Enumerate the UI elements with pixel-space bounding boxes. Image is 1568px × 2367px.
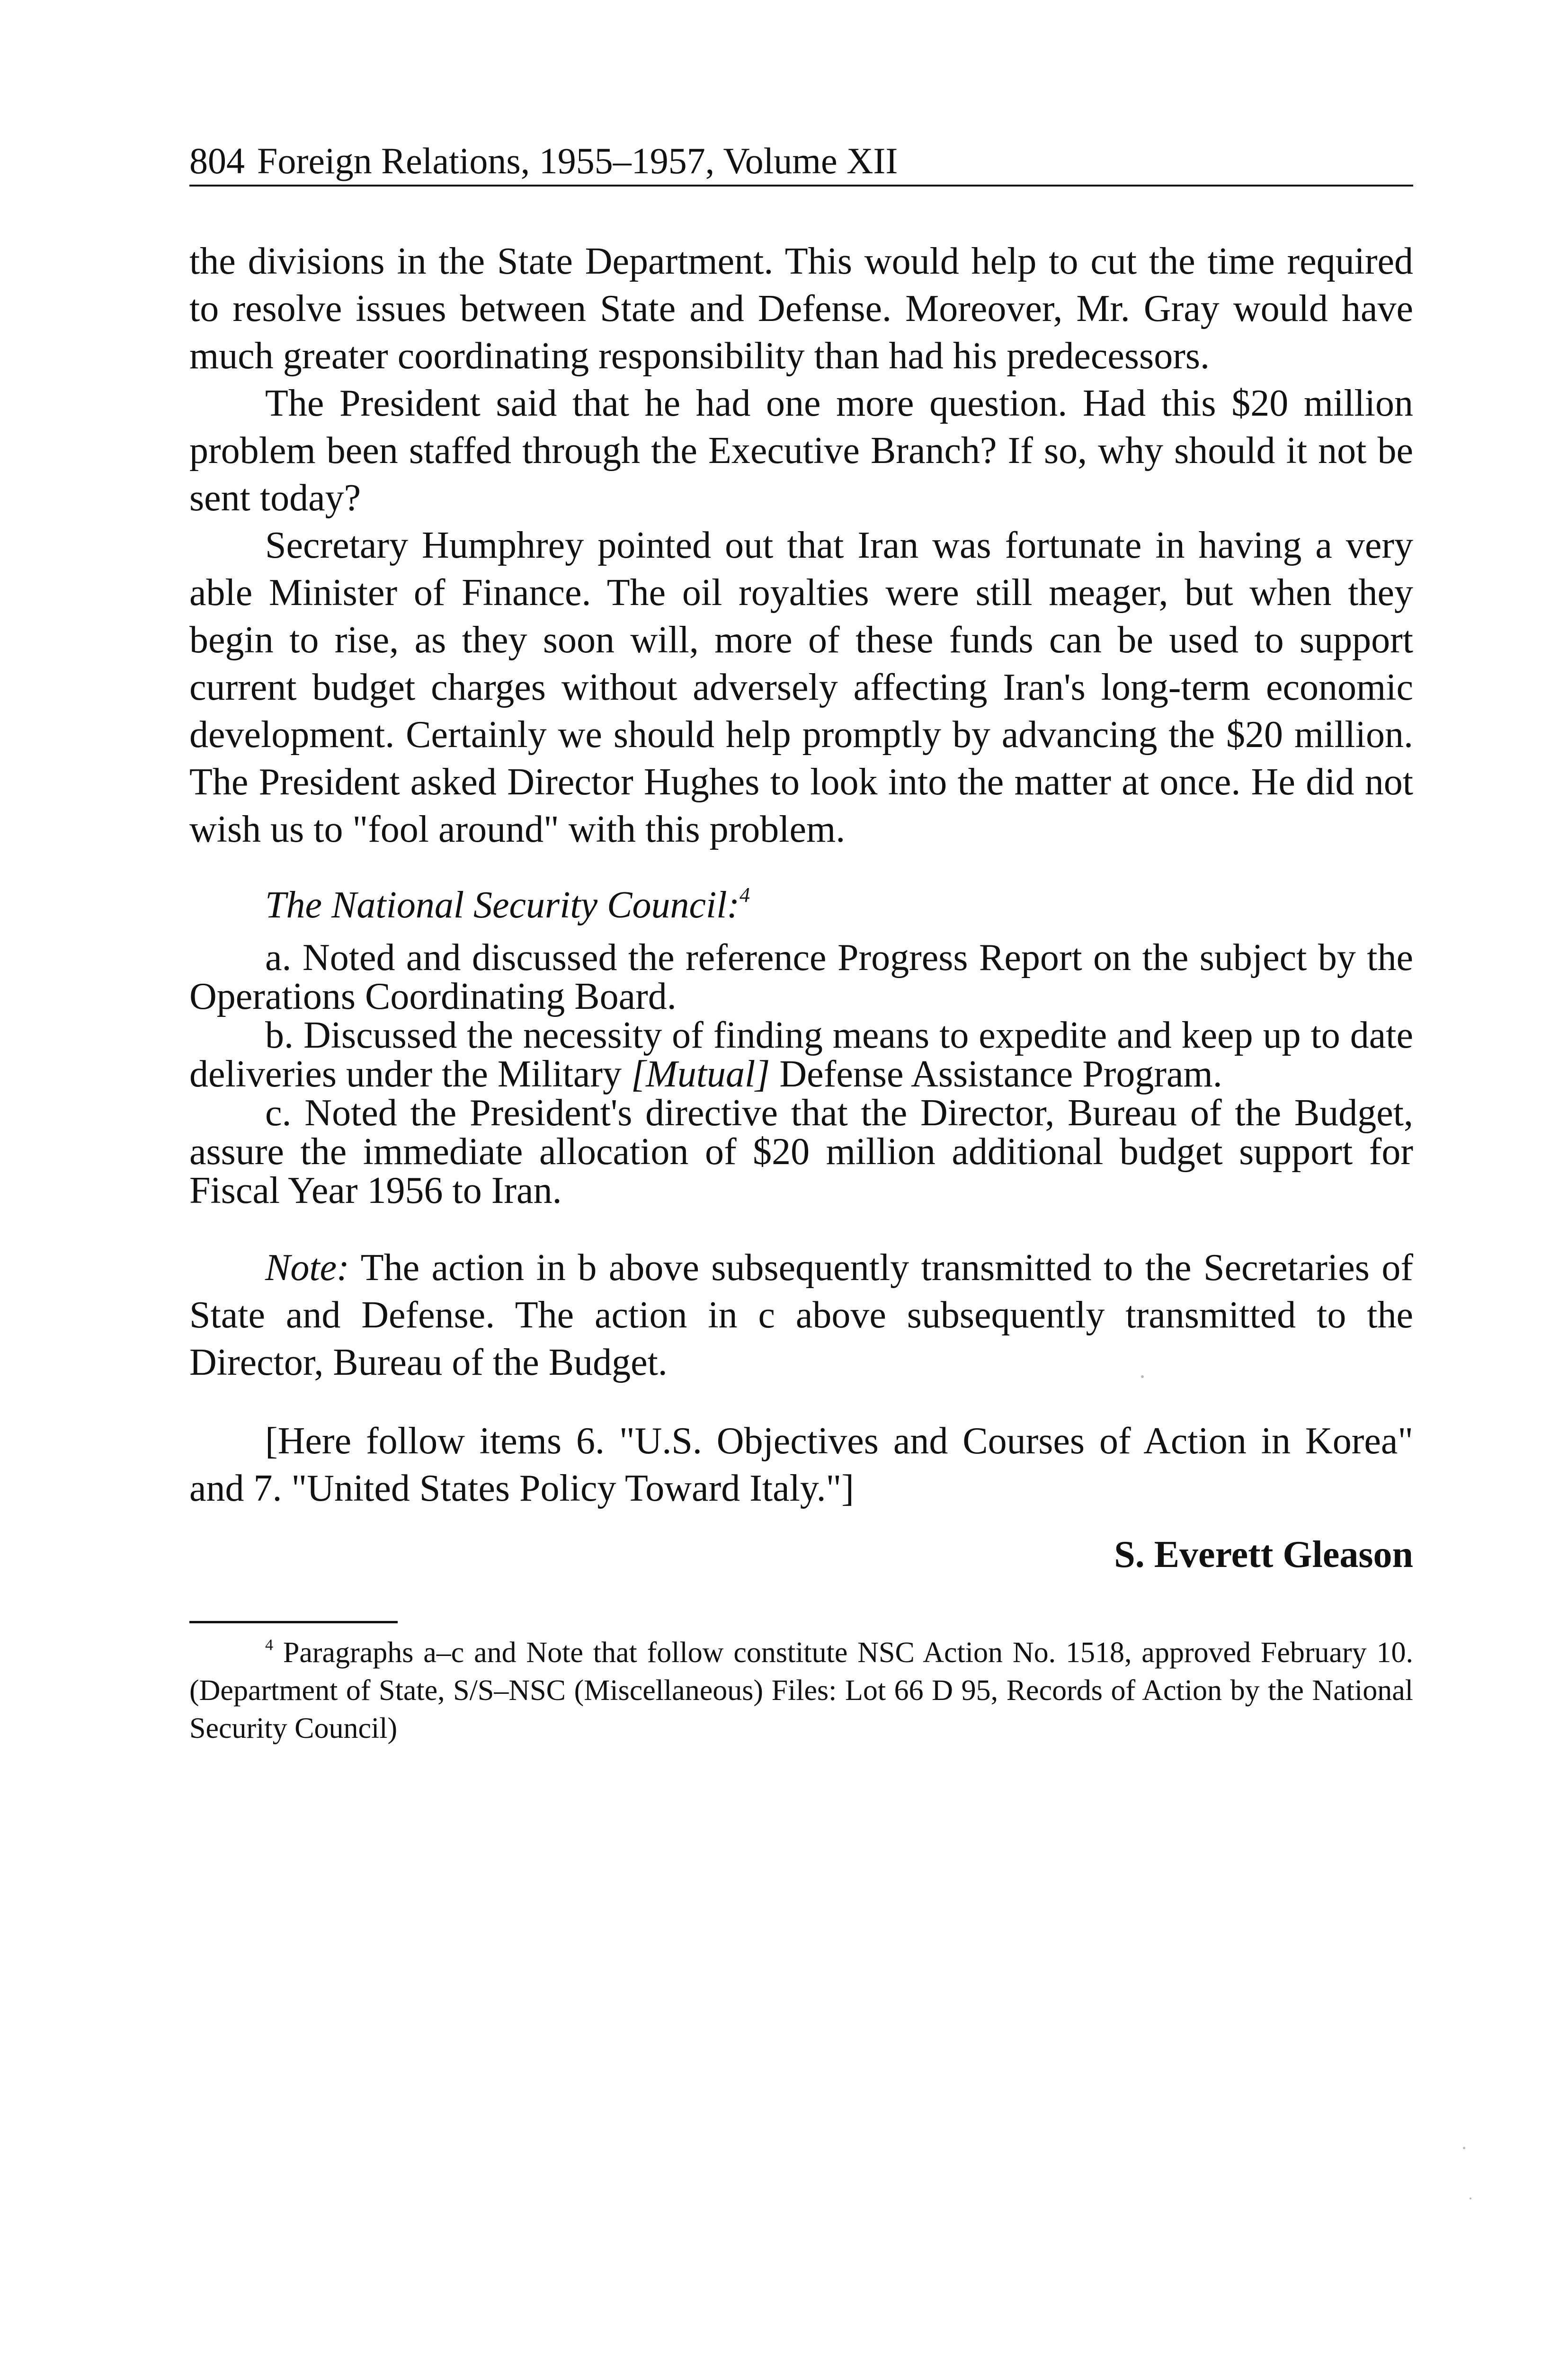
series-title: Foreign Relations, 1955–1957, Volume XII — [257, 140, 898, 181]
page-number: 804 — [189, 140, 245, 181]
running-head — [189, 137, 1413, 187]
nsc-heading — [189, 881, 1413, 929]
action-a: a. Noted and discussed the reference Progress Report on the subject by the Operations Coordinating Board. — [189, 937, 1413, 1017]
scan-speck — [1463, 2147, 1465, 2149]
footnote-text: Paragraphs a–c and Note that follow constitute NSC Action No. 1518, approved February 10. (Department of State, S/S–NSC (Miscellaneous) Files: Lot 66 D 95, Records of Action by the National Security Council) — [189, 1637, 1413, 1744]
paragraph-president-question: The President said that he had one more question. Had this $20 million problem been staffed through the Executive Branch? If so, why should it not be sent today? — [189, 383, 1413, 519]
note-paragraph — [189, 1244, 1413, 1386]
nsc-heading-text: The National Security Council: — [265, 884, 740, 926]
document-page — [189, 137, 1413, 1777]
footnote-number: 4 — [265, 1636, 274, 1654]
paragraph-continuation: the divisions in the State Department. This would help to cut the time required to resolve issues between State and Defense. Moreover, Mr. Gray would have much greater coordinating responsibility than had his predecessors. — [189, 240, 1413, 377]
signature: S. Everett Gleason — [1114, 1534, 1413, 1575]
action-b-text-start: b. Discussed the necessity of finding means to expedite and keep up to date deliveries under the Military — [189, 1014, 1413, 1095]
nsc-actions — [189, 938, 1413, 1210]
action-b-text-end: Defense Assistance Program. — [770, 1053, 1222, 1095]
action-b-bracketed: [Mutual] — [631, 1053, 770, 1095]
footnote-divider — [189, 1621, 398, 1623]
action-b — [189, 1016, 1413, 1094]
editorial-note: [Here follow items 6. "U.S. Objectives and Courses of Action in Korea" and 7. "United States Policy Toward Italy."] — [189, 1420, 1413, 1509]
footnote — [189, 1634, 1413, 1747]
note-label: Note: — [265, 1247, 349, 1289]
scan-speck — [1141, 1375, 1144, 1378]
note-text: The action in b above subsequently transmitted to the Secretaries of State and Defense. The action in c above subsequently transmitted to the Director, Bureau of the Budget. — [189, 1247, 1413, 1383]
body-text — [189, 238, 1413, 1578]
paragraph-humphrey: Secretary Humphrey pointed out that Iran was fortunate in having a very able Minister of Finance. The oil royalties were still meager, but when they begin to rise, as they soon will, more of these funds can be used to support current budget charges without adversely affecting Iran's long-term economic development. Certainly we should help promptly by advancing the $20 million. The President asked Director Hughes to look into the matter at once. He did not wish us to "fool around" with this problem. — [189, 525, 1413, 850]
footnote-ref: 4 — [739, 883, 750, 907]
action-c: c. Noted the President's directive that the Director, Bureau of the Budget, assure the immediate allocation of $20 million additional budget support for Fiscal Year 1956 to Iran. — [189, 1092, 1413, 1211]
scan-speck — [1470, 2198, 1471, 2199]
